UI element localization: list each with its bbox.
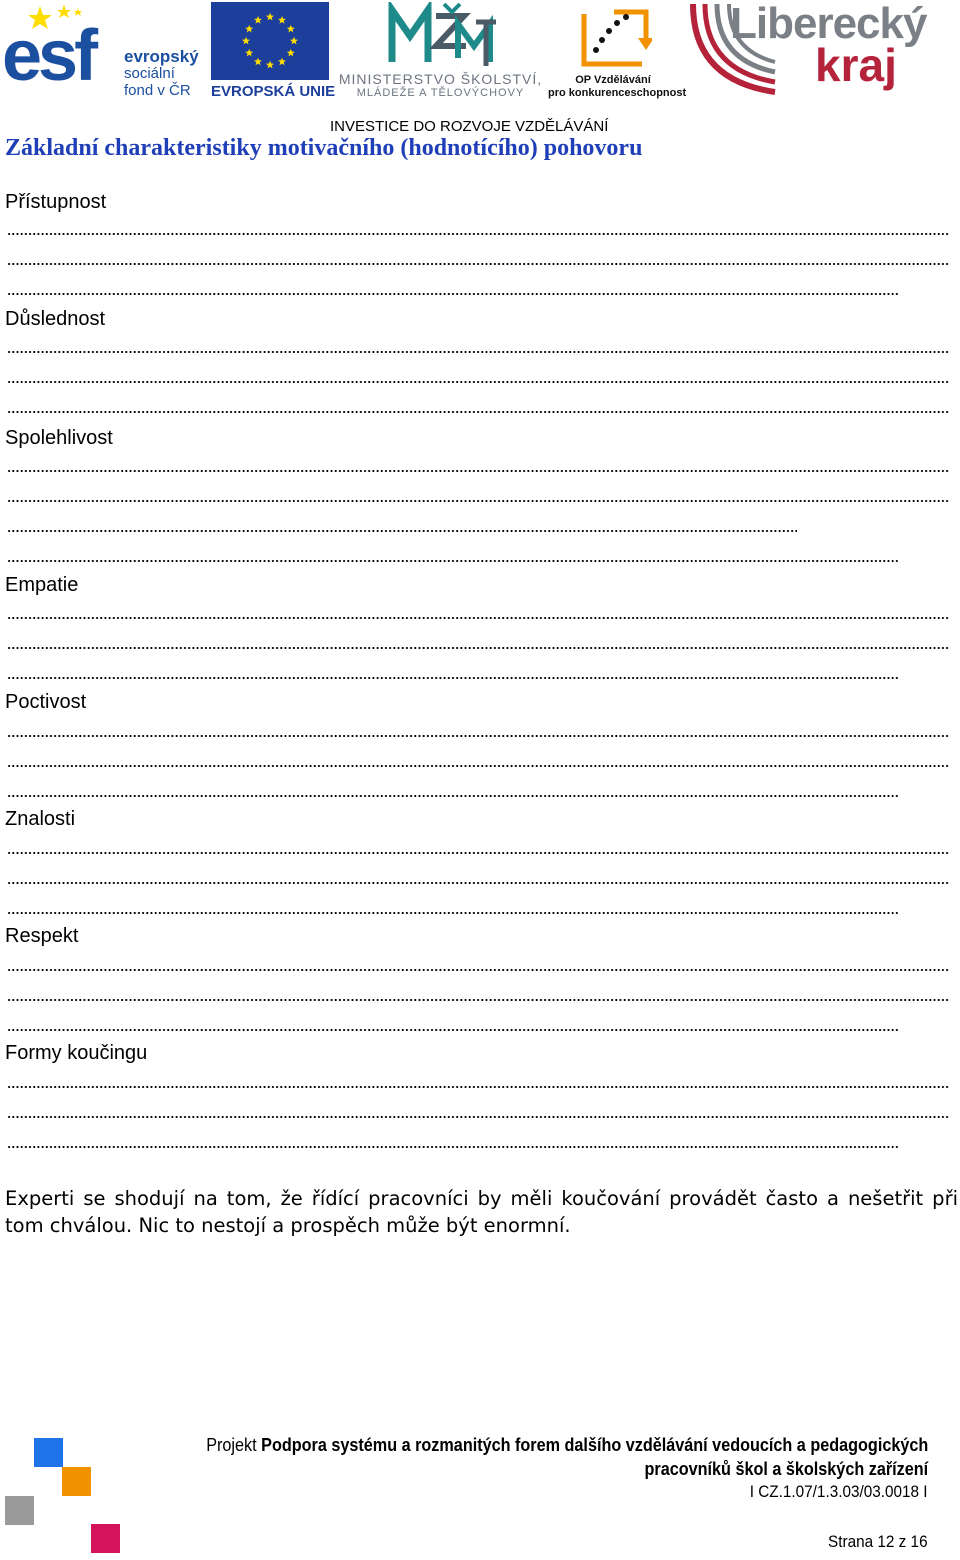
footer-project-prefix: Projekt	[205, 1435, 261, 1455]
decorative-square	[34, 1438, 63, 1467]
msmt-logo	[338, 2, 543, 98]
eu-star-icon	[278, 16, 286, 24]
eu-star-icon	[290, 37, 298, 45]
footer-project-name-1: Podpora systému a rozmanitých forem dalšího vzdělávání vedoucích a pedagogických	[260, 1435, 928, 1455]
section-label: Empatie	[5, 574, 79, 596]
decorative-square	[91, 1524, 120, 1553]
dotted-answer-line	[7, 999, 949, 1001]
footer-project-code: I CZ.1.07/1.3.03/03.0018 I	[750, 1482, 928, 1501]
decorative-square	[62, 1467, 91, 1496]
msmt-line1: MINISTERSTVO ŠKOLSTVÍ,	[338, 71, 543, 87]
eu-star-icon	[287, 25, 295, 33]
dotted-answer-line	[7, 500, 949, 502]
eu-flag-icon	[211, 2, 329, 80]
section-label: Přístupnost	[5, 191, 107, 213]
investice-slogan: INVESTICE DO ROZVOJE VZDĚLÁVÁNÍ	[330, 118, 609, 135]
logo-bar	[0, 0, 960, 100]
section-label: Spolehlivost	[5, 427, 113, 449]
dotted-answer-line	[7, 411, 949, 413]
dotted-answer-line	[7, 1116, 949, 1118]
dotted-answer-line	[7, 795, 899, 797]
section-label: Znalosti	[5, 808, 76, 830]
opvk-mark-icon	[576, 2, 652, 72]
eu-star-icon	[245, 49, 253, 57]
esf-caption	[124, 48, 199, 99]
eu-star-icon	[278, 58, 286, 66]
esf-line2: sociální	[124, 65, 175, 82]
liberec-line1: Liberecký	[730, 0, 927, 48]
dotted-answer-line	[7, 351, 949, 353]
dotted-answer-line	[7, 1146, 899, 1148]
eu-star-icon	[266, 61, 274, 69]
liberecky-kraj-logo	[685, 0, 955, 98]
eu-star-icon	[254, 58, 262, 66]
section-label: Poctivost	[5, 691, 87, 713]
dotted-answer-line	[7, 912, 899, 914]
eu-logo	[211, 2, 336, 100]
opvk-logo	[548, 2, 687, 99]
section-label: Respekt	[5, 925, 79, 947]
eu-star-icon	[245, 25, 253, 33]
msmt-mark-icon	[388, 2, 498, 68]
decorative-square	[5, 1496, 34, 1525]
msmt-line2: MLÁDEŽE A TĚLOVÝCHOVY	[356, 87, 525, 99]
dotted-answer-line	[7, 560, 899, 562]
eu-label: EVROPSKÁ UNIE	[211, 83, 336, 100]
closing-paragraph: Experti se shodují na tom, že řídící pracovníci by měli koučování provádět často a nešetřit při tom chválou. Nic to nestojí a prospěch může být enormní.	[5, 1187, 958, 1237]
opvk-line2: pro konkurenceschopnost	[548, 87, 687, 99]
dotted-answer-line	[7, 765, 949, 767]
dotted-answer-line	[7, 647, 949, 649]
section-label: Důslednost	[5, 308, 106, 330]
dotted-answer-line	[7, 1086, 949, 1088]
dotted-answer-line	[7, 470, 949, 472]
document-title: Základní charakteristiky motivačního (hodnotícího) pohovoru	[5, 135, 643, 161]
eu-star-icon	[266, 13, 274, 21]
dotted-answer-line	[7, 852, 949, 854]
section-label: Formy koučingu	[5, 1042, 148, 1064]
dotted-answer-line	[7, 381, 949, 383]
dotted-answer-line	[7, 677, 899, 679]
dotted-answer-line	[7, 617, 949, 619]
dotted-answer-line	[7, 882, 949, 884]
esf-logo	[2, 2, 202, 98]
eu-star-icon	[254, 16, 262, 24]
page-number: Strana 12 z 16	[828, 1532, 928, 1551]
footer-project-name-2: pracovníků škol a školských zařízení	[644, 1459, 928, 1479]
eu-star-icon	[287, 49, 295, 57]
dotted-answer-line	[7, 735, 949, 737]
dotted-answer-line	[7, 233, 949, 235]
dotted-answer-line	[7, 293, 899, 295]
eu-star-icon	[242, 37, 250, 45]
dotted-answer-line	[7, 1029, 899, 1031]
esf-line1: evropský	[124, 47, 199, 66]
footer-project-line1	[206, 1434, 928, 1456]
dotted-answer-line	[7, 530, 797, 532]
opvk-line1: OP Vzdělávání	[575, 74, 651, 86]
esf-wordmark: esf	[2, 16, 95, 96]
dotted-answer-line	[7, 263, 949, 265]
esf-line3: fond v ČR	[124, 82, 191, 99]
dotted-answer-line	[7, 969, 949, 971]
liberec-line2: kraj	[815, 39, 897, 91]
